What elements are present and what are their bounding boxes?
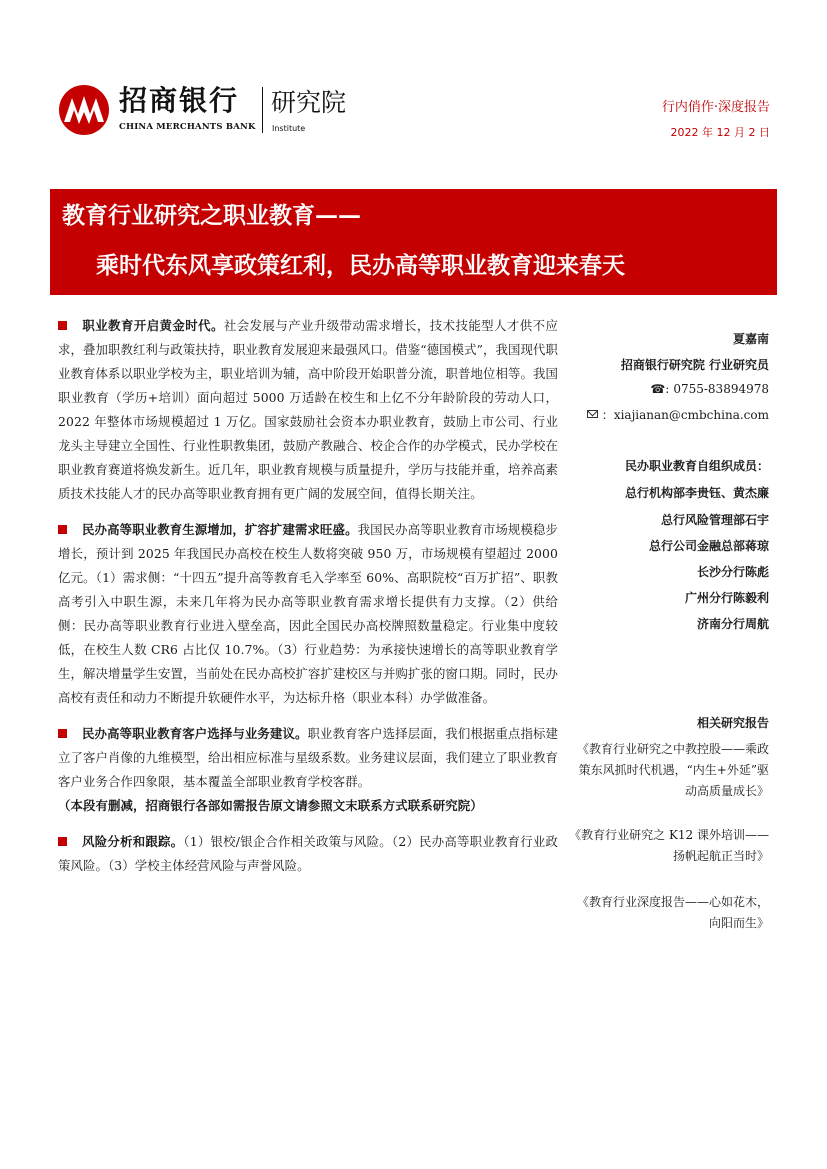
email-address[interactable]: xiajianan@cmbchina.com	[613, 408, 769, 422]
member-item: 总行公司金融总部蒋琼	[648, 539, 769, 553]
author-name: 夏嘉南	[732, 332, 769, 346]
related-report-item[interactable]: 《教育行业研究之 K12 课外培训——扬帆起航正当时》	[569, 828, 769, 863]
brand-name-en: CHINA MERCHANTS BANK	[119, 122, 256, 132]
bullet-square-icon	[58, 321, 67, 330]
section-lead: 民办高等职业教育生源增加，扩容扩建需求旺盛。	[82, 522, 358, 537]
member-item: 广州分行陈毅利	[684, 591, 769, 605]
related-heading: 相关研究报告	[696, 716, 769, 730]
members-heading: 民办职业教育自组织成员：	[624, 459, 769, 473]
summary-body	[58, 314, 558, 890]
mail-icon	[587, 410, 598, 418]
phone-icon: ☎:	[650, 382, 670, 396]
member-item: 长沙分行陈彪	[696, 565, 769, 579]
section-text: （1）银校/银企合作相关政策与风险。（2）民办高等职业教育行业政策风险。（3）学校主体经营风险与声誉风险。	[58, 834, 558, 873]
bullet-square-icon	[58, 525, 67, 534]
member-item: 总行风险管理部石宇	[660, 513, 769, 527]
email-colon: ：	[601, 408, 614, 422]
title-banner	[50, 189, 777, 295]
bullet-square-icon	[58, 837, 67, 846]
brand-name-cn: 招商银行	[119, 84, 240, 117]
phone-number[interactable]: 0755-83894978	[673, 382, 769, 396]
related-report-item[interactable]: 《教育行业研究之中教控股——乘政策东风抓时代机遇，“内生+外延”驱动高质量成长》	[576, 742, 769, 798]
section-note: （本段有删减，招商银行各部如需报告原文请参照文末联系方式联系研究院）	[58, 798, 483, 813]
report-date: 2022 年 12 月 2 日	[670, 126, 770, 139]
section-lead: 职业教育开启黄金时代。	[82, 318, 224, 333]
institute-name-cn: 研究院	[271, 88, 347, 117]
brand-divider	[262, 87, 263, 133]
cmb-logo	[58, 84, 114, 136]
section-lead: 民办高等职业教育客户选择与业务建议。	[82, 726, 308, 741]
section-text: 职业教育客户选择层面，我们根据重点指标建立了客户肖像的九维模型，给出相应标准与星级系数。业务建议层面，我们建立了职业教育客户业务合作四象限，基本覆盖全部职业教育学校客群。	[58, 726, 558, 789]
institute-name-en: Institute	[272, 124, 306, 133]
member-item: 总行机构部李贵钰、黄杰廉	[624, 486, 769, 500]
title-line-2: 乘时代东风享政策红利，民办高等职业教育迎来春天	[96, 252, 625, 279]
section-golden-age	[58, 314, 558, 506]
bullet-square-icon	[58, 729, 67, 738]
author-title: 招商银行研究院 行业研究员	[620, 358, 769, 372]
member-item: 济南分行周航	[696, 617, 769, 631]
section-client-selection	[58, 722, 558, 818]
section-lead: 风险分析和跟踪。	[82, 834, 184, 849]
author-email	[587, 405, 769, 425]
section-enrollment	[58, 518, 558, 710]
section-risk	[58, 830, 558, 878]
title-line-1: 教育行业研究之职业教育——	[62, 202, 361, 229]
report-type: 行内俏作·深度报告	[661, 100, 770, 115]
author-phone	[650, 379, 769, 399]
section-text: 我国民办高等职业教育市场规模稳步增长，预计到 2025 年我国民办高校在校生人数将突破 950 万，市场规模有望超过 2000 亿元。（1）需求侧：“十四五”提升高等教育毛入学率至 60%、高职院校“百万扩招”、职教高考引入中职生源，未来几年将为民办高等职业教育需求增长提供有力支撑。（2）供给侧：民办高等职业教育行业进入壁垒高，因此全国民办高校牌照数量稳定。行业集中度较低，在校生人数 CR6 占比仅 10.7%。（3）行业趋势：为承接快速增长的高等职业教育学生，解决增量学生安置，当前处在民办高校扩容扩建校区与并购扩张的窗口期。同时，民办高校有责任和动力不断提升软硬件水平，为达标升格（职业本科）办学做准备。	[58, 522, 558, 705]
section-text: 社会发展与产业升级带动需求增长，技术技能型人才供不应求，叠加职教红利与政策扶持，职业教育发展迎来最强风口。借鉴“德国模式”，我国现代职业教育体系以职业学校为主，职业培训为辅，高中阶段开始职普分流，职普地位相等。我国职业教育（学历+培训）面向超过 5000 万适龄在校生和上亿不分年龄阶段的劳动人口，2022 年整体市场规模超过 1 万亿。国家鼓励社会资本办职业教育，鼓励上市公司、行业龙头主导建立全国性、行业性职教集团，鼓励产教融合、校企合作的办学模式，民办学校在职业教育赛道将焕发新生。近几年，职业教育规模与质量提升，学历与技能并重，培养高素质技术技能人才的民办高等职业教育拥有更广阔的发展空间，值得长期关注。	[58, 318, 559, 501]
related-report-item[interactable]: 《教育行业深度报告——心如花木，向阳而生》	[576, 895, 769, 930]
